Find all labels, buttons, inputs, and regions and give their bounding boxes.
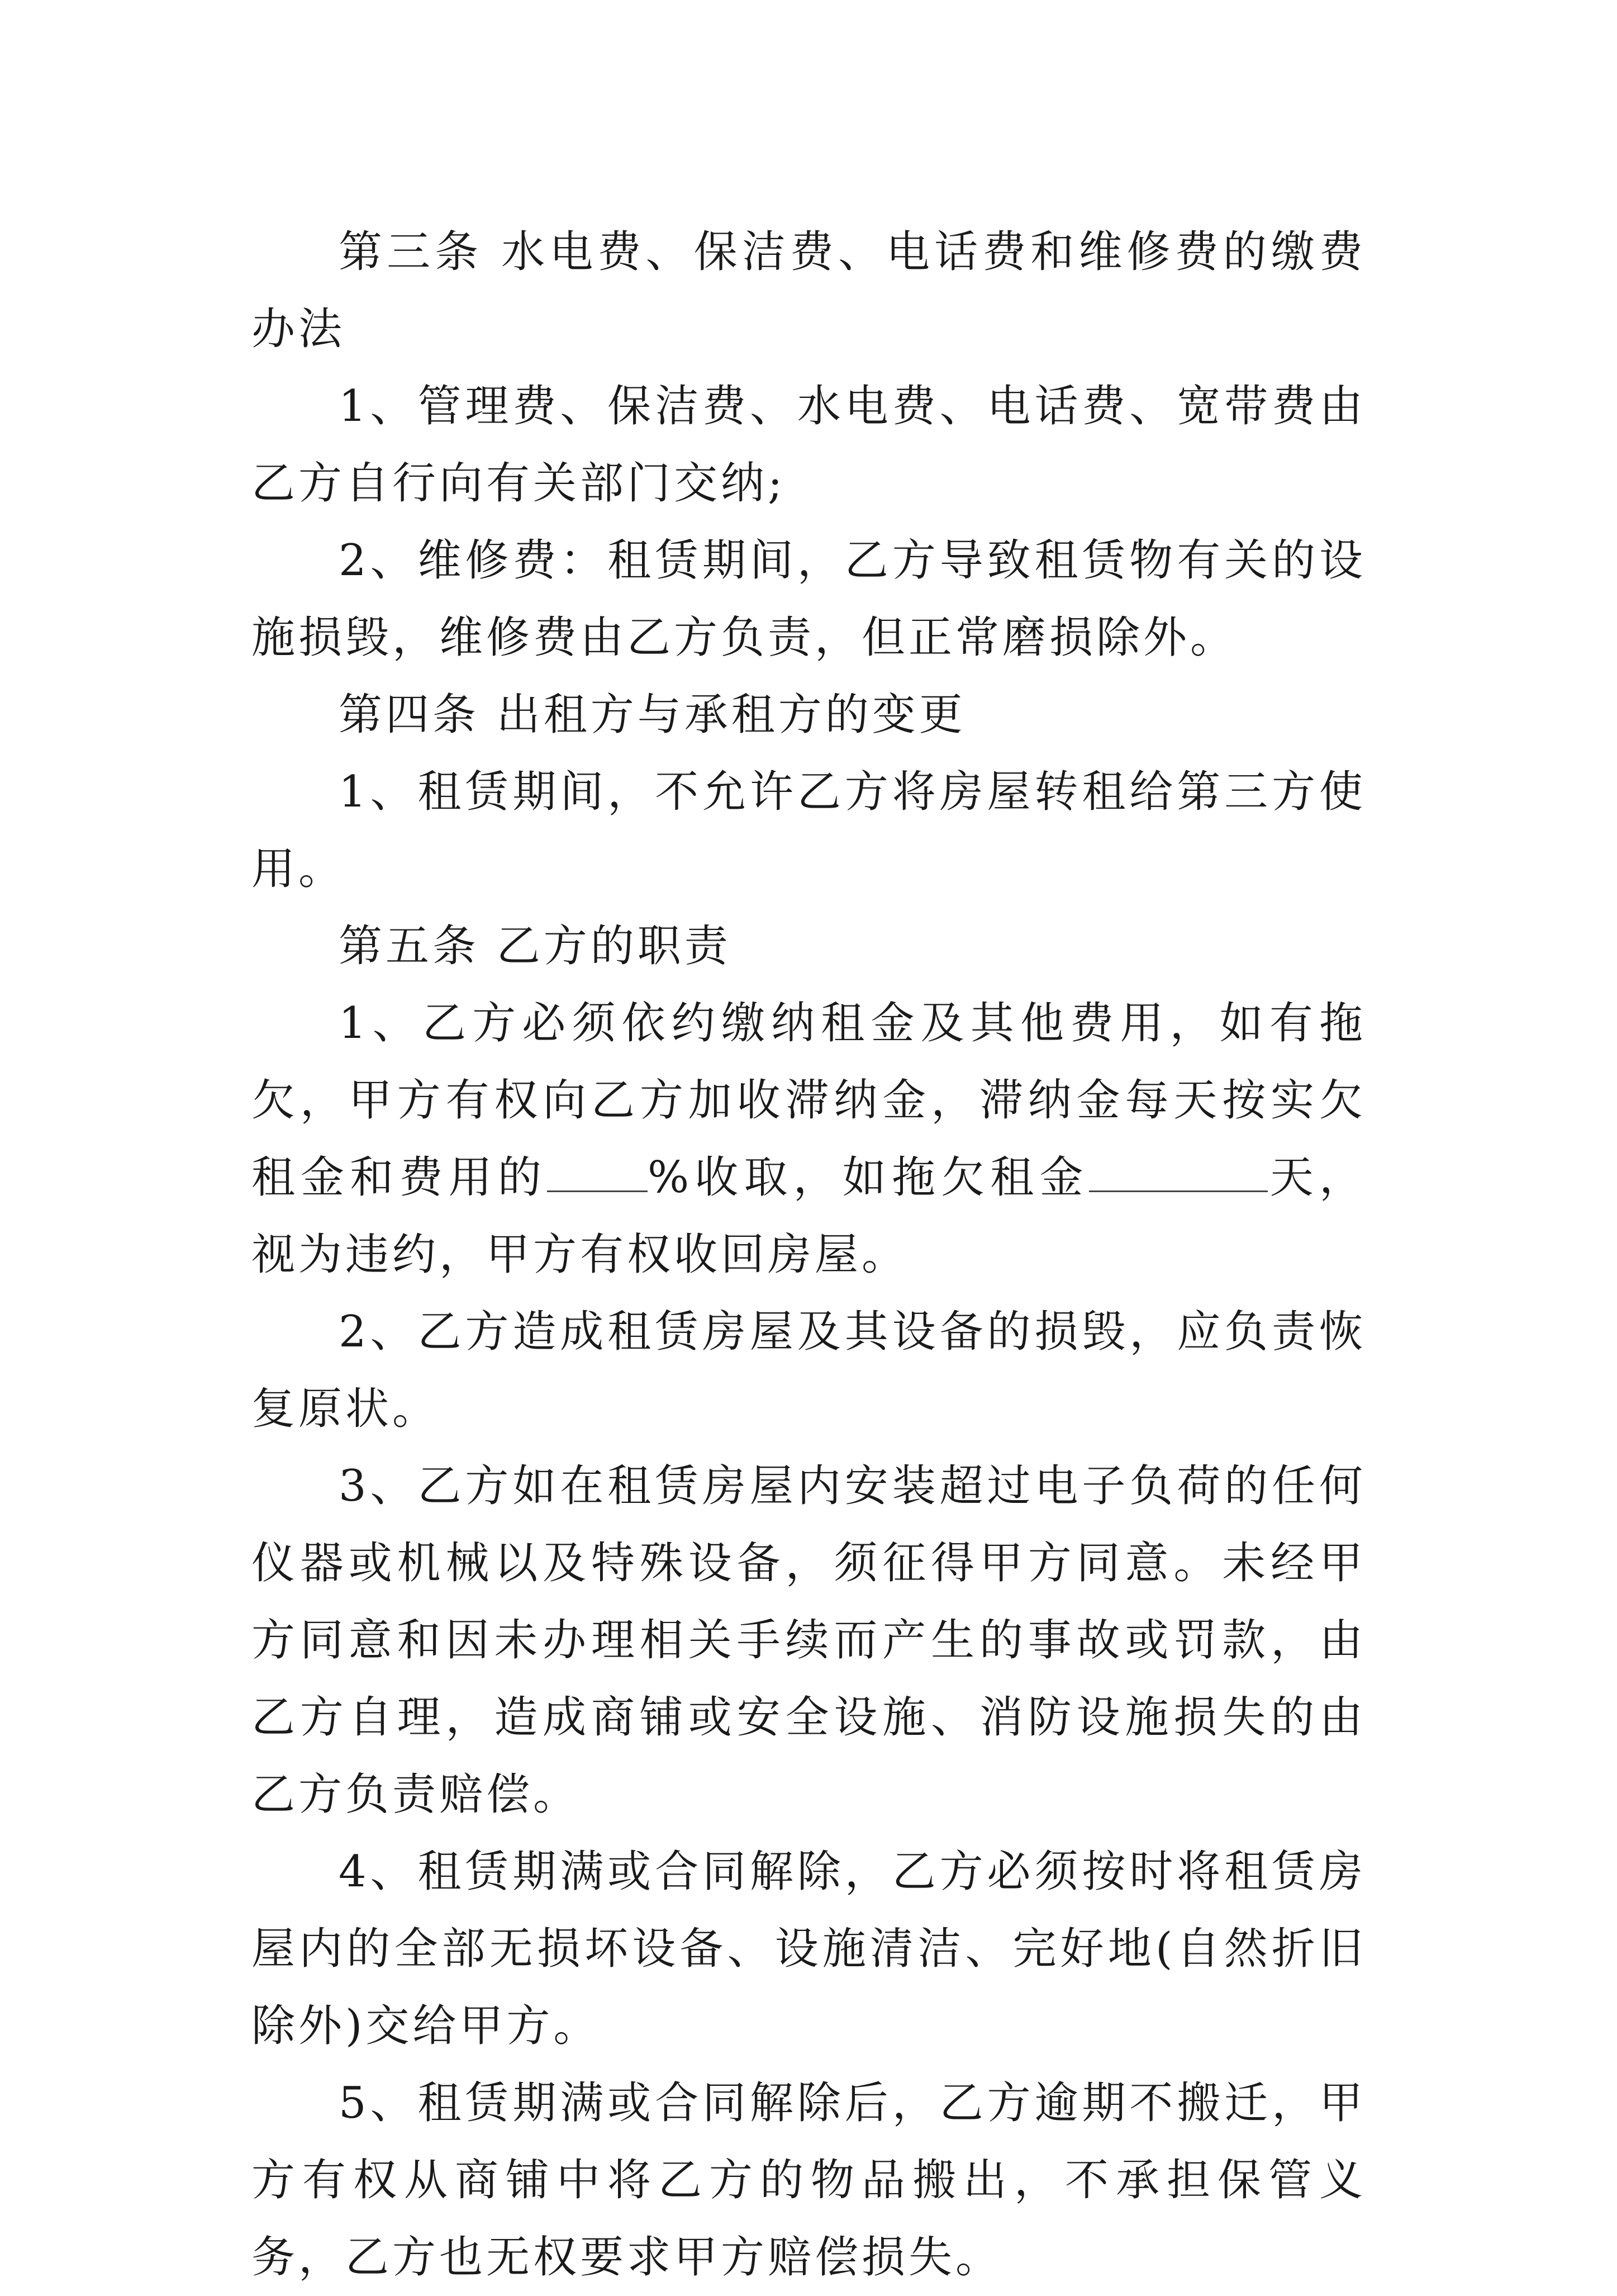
article-5-clause-4: 4、租赁期满或合同解除，乙方必须按时将租赁房屋内的全部无损坏设备、设施清洁、完好地(自然折旧除外)交给甲方。 [251, 1847, 1366, 2051]
late-fee-percent-blank [547, 1151, 648, 1192]
article-4-title: 第四条 出租方与承租方的变更 [339, 690, 966, 740]
article-5-clause-1 [251, 985, 1366, 1293]
article-3-clause-2: 2、维修费：租赁期间，乙方导致租赁物有关的设施损毁，维修费由乙方负责，但正常磨损除外。 [251, 535, 1366, 663]
clause-text-part-2: %收取，如拖欠租金 [648, 1152, 1089, 1203]
article-4-clause-1: 1、租赁期间，不允许乙方将房屋转租给第三方使用。 [251, 767, 1366, 894]
article-3-title: 第三条 水电费、保洁费、电话费和维修费的缴费办法 [251, 227, 1366, 354]
article-3-clause-1: 1、管理费、保洁费、水电费、电话费、宽带费由乙方自行向有关部门交纳; [251, 381, 1366, 509]
overdue-days-blank [1089, 1151, 1268, 1192]
clause-text-part-1: 1、乙方必须依约缴纳租金及其他费用，如有拖欠，甲方有权向乙方加收滞纳金，滞纳金每天按实欠租金和费用的 [251, 998, 1366, 1203]
article-5-clause-5: 5、租赁期满或合同解除后，乙方逾期不搬迁，甲方有权从商铺中将乙方的物品搬出，不承担保管义务，乙方也无权要求甲方赔偿损失。 [251, 2078, 1366, 2283]
article-5-title: 第五条 乙方的职责 [339, 921, 731, 971]
article-5-clause-3: 3、乙方如在租赁房屋内安装超过电子负荷的任何仪器或机械以及特殊设备，须征得甲方同意。未经甲方同意和因未办理相关手续而产生的事故或罚款，由乙方自理，造成商铺或安全设施、消防设施损失的由乙方负责赔偿。 [251, 1461, 1366, 1820]
document-body [251, 214, 1366, 2296]
clause-text-part-3: 天，视为违约，甲方有权收回房屋。 [251, 1152, 1366, 1280]
article-5-clause-2: 2、乙方造成租赁房屋及其设备的损毁，应负责恢复原状。 [251, 1307, 1366, 1434]
